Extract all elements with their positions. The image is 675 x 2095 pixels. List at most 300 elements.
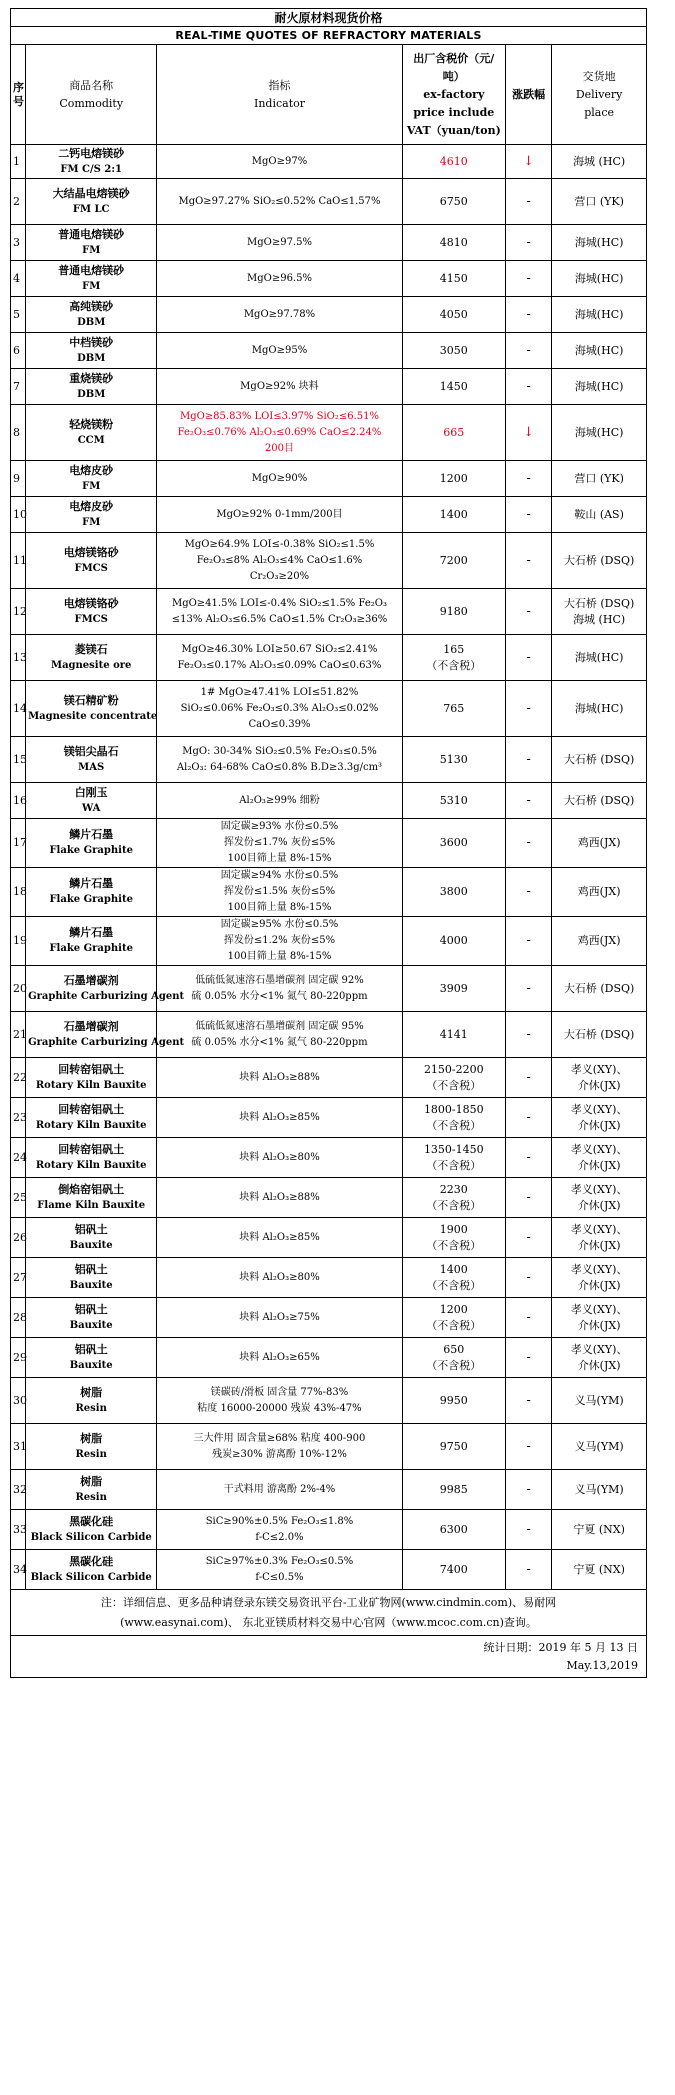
indicator-line: Cr₂O₃≥20% [249, 570, 310, 582]
row-number: 12 [11, 589, 26, 635]
commodity-cn: 铝矾土 [74, 1262, 108, 1276]
commodity-en: FM [82, 280, 101, 292]
row-number: 20 [11, 966, 26, 1012]
price-line: 3600 [439, 836, 468, 849]
footnote [11, 1590, 647, 1636]
commodity-cn: 菱镁石 [74, 642, 108, 656]
commodity-en: Rotary Kiln Bauxite [35, 1119, 147, 1131]
table-row [11, 1338, 647, 1378]
indicator-line: 块料 Al₂O₃≥80% [239, 1271, 320, 1283]
commodity-cell [26, 225, 157, 261]
price-cell [402, 1058, 505, 1098]
table-row [11, 1298, 647, 1338]
commodity-cn: 镁铝尖晶石 [63, 744, 119, 758]
delivery-line: 鸡西(JX) [577, 934, 621, 947]
indicator-cell [157, 917, 402, 966]
row-number: 18 [11, 868, 26, 917]
delivery-line: 孝义(XY)、 [570, 1142, 628, 1156]
change-cell: - [505, 179, 551, 225]
indicator-cell [157, 589, 402, 635]
commodity-en: Magnesite ore [51, 659, 132, 671]
indicator-line: 块料 Al₂O₃≥80% [239, 1151, 320, 1163]
price-cell [402, 1218, 505, 1258]
indicator-line: 块料 Al₂O₃≥65% [239, 1351, 320, 1363]
price-cell [402, 589, 505, 635]
delivery-cell [552, 868, 647, 917]
delivery-line: 孝义(XY)、 [570, 1302, 628, 1316]
price-cell [402, 1510, 505, 1550]
price-cell [402, 1338, 505, 1378]
delivery-line: 介休(JX) [577, 1318, 621, 1332]
commodity-en: WA [82, 802, 101, 814]
delivery-line: 介休(JX) [577, 1078, 621, 1092]
commodity-en: Bauxite [69, 1239, 113, 1251]
indicator-line: MgO≥90% [251, 472, 308, 484]
stat-date [11, 1636, 647, 1678]
price-line: （不含税） [426, 1078, 482, 1092]
table-row [11, 405, 647, 461]
commodity-cell [26, 737, 157, 783]
row-number: 23 [11, 1098, 26, 1138]
commodity-cn: 轻烧镁粉 [69, 417, 114, 431]
price-cell [402, 497, 505, 533]
header-price-line: VAT（yuan/ton) [406, 123, 501, 137]
change-cell: - [505, 783, 551, 819]
price-cell [402, 225, 505, 261]
change-cell: - [505, 737, 551, 783]
price-line: （不含税） [426, 1278, 482, 1292]
price-line: （不含税） [426, 1158, 482, 1172]
price-line: 6750 [439, 194, 468, 208]
price-cell [402, 533, 505, 589]
indicator-cell [157, 405, 402, 461]
row-number: 19 [11, 917, 26, 966]
price-line: 7400 [439, 1562, 468, 1576]
delivery-line: 海城(HC) [574, 307, 624, 321]
commodity-cell [26, 1218, 157, 1258]
price-line: 9180 [439, 604, 468, 618]
price-cell [402, 737, 505, 783]
table-row [11, 783, 647, 819]
change-cell: - [505, 1218, 551, 1258]
delivery-cell [552, 819, 647, 868]
indicator-line: 挥发份≤1.5% 灰份≤5% [223, 886, 336, 897]
price-line: 4000 [439, 934, 468, 947]
header-price [402, 45, 505, 145]
price-line: 2150-2200 [423, 1062, 484, 1076]
commodity-cn: 回转窑铝矾土 [58, 1102, 125, 1116]
indicator-cell [157, 225, 402, 261]
change-cell: - [505, 589, 551, 635]
indicator-cell [157, 1378, 402, 1424]
indicator-cell [157, 1510, 402, 1550]
row-number: 34 [11, 1550, 26, 1590]
indicator-line: MgO≥92% 0-1mm/200目 [216, 508, 343, 520]
row-number: 9 [11, 461, 26, 497]
row-number: 10 [11, 497, 26, 533]
title-en: REAL-TIME QUOTES OF REFRACTORY MATERIALS [11, 27, 647, 45]
commodity-en: DBM [77, 352, 106, 364]
header-price-line: ex-factory [423, 87, 485, 101]
price-cell [402, 966, 505, 1012]
indicator-cell [157, 635, 402, 681]
delivery-cell [552, 497, 647, 533]
table-row [11, 297, 647, 333]
indicator-line: Fe₂O₃≤8% Al₂O₃≤4% CaO≤1.6% [196, 554, 363, 566]
indicator-line: MgO≥85.83% LOI≤3.97% SiO₂≤6.51% [179, 410, 380, 422]
row-number: 21 [11, 1012, 26, 1058]
indicator-line: 低硫低氮速溶石墨增碳剂 固定碳 95% [195, 1020, 364, 1032]
table-row [11, 369, 647, 405]
commodity-cell [26, 179, 157, 225]
commodity-cell [26, 1338, 157, 1378]
commodity-cell [26, 1298, 157, 1338]
indicator-line: 1# MgO≥47.41% LOI≤51.82% [200, 686, 359, 698]
price-cell [402, 783, 505, 819]
row-number: 24 [11, 1138, 26, 1178]
indicator-line: 100目筛上量 8%-15% [227, 853, 332, 864]
commodity-en: Resin [75, 1491, 107, 1503]
price-line: 9750 [439, 1439, 468, 1453]
table-row [11, 1178, 647, 1218]
price-line: 4150 [439, 271, 468, 285]
commodity-cell [26, 589, 157, 635]
price-line: 1900 [439, 1222, 468, 1236]
delivery-cell [552, 1178, 647, 1218]
indicator-line: f-C≤0.5% [255, 1571, 304, 1583]
commodity-cn: 镁石精矿粉 [63, 693, 119, 707]
indicator-line: MgO≥97.78% [243, 308, 316, 320]
change-cell: - [505, 1378, 551, 1424]
commodity-en: Resin [75, 1402, 107, 1414]
indicator-cell [157, 369, 402, 405]
commodity-cell [26, 966, 185, 1012]
price-cell [402, 261, 505, 297]
commodity-en: Bauxite [69, 1359, 113, 1371]
row-number: 14 [11, 681, 26, 737]
commodity-cell [26, 681, 157, 737]
indicator-cell [157, 297, 402, 333]
price-cell [402, 681, 505, 737]
price-cell [402, 405, 505, 461]
delivery-line: 营口 (YK) [574, 194, 624, 208]
table-row [11, 1012, 647, 1058]
delivery-line: 宁夏 (NX) [573, 1522, 625, 1536]
stat-date-en: May.13,2019 [566, 1658, 638, 1672]
delivery-cell [552, 1012, 647, 1058]
row-number: 8 [11, 405, 26, 461]
delivery-line: 介休(JX) [577, 1198, 621, 1212]
price-line: 4050 [439, 307, 468, 321]
row-number: 6 [11, 333, 26, 369]
indicator-line: f-C≤2.0% [255, 1531, 304, 1543]
indicator-line: 镁碳砖/滑板 固含量 77%-83% [210, 1386, 349, 1398]
commodity-cn: 树脂 [80, 1431, 103, 1445]
delivery-cell [552, 966, 647, 1012]
commodity-cell [26, 405, 157, 461]
price-line: （不含税） [426, 1318, 482, 1332]
price-cell [402, 917, 505, 966]
commodity-cell [26, 369, 157, 405]
commodity-cell [26, 1378, 157, 1424]
price-line: 5310 [439, 793, 468, 807]
price-line: 650 [443, 1342, 465, 1356]
indicator-line: 残炭≥30% 游离酚 10%-12% [212, 1448, 347, 1460]
delivery-line: 孝义(XY)、 [570, 1182, 628, 1196]
price-line: 1400 [439, 1262, 468, 1276]
price-line: 165 [443, 642, 465, 656]
commodity-cell [26, 868, 157, 917]
price-line: 765 [443, 701, 465, 715]
price-line: 1350-1450 [423, 1142, 484, 1156]
commodity-en: FMCS [74, 613, 108, 625]
price-line: 4141 [439, 1027, 468, 1041]
indicator-line: 块料 Al₂O₃≥75% [239, 1311, 320, 1323]
price-cell [402, 1138, 505, 1178]
delivery-cell [552, 461, 647, 497]
price-cell [402, 333, 505, 369]
row-number: 30 [11, 1378, 26, 1424]
indicator-line: 固定碳≥95% 水份≤0.5% [220, 919, 339, 930]
commodity-en: FM LC [72, 203, 110, 215]
commodity-en: Black Silicon Carbide [30, 1571, 152, 1583]
indicator-line: MgO≥97.27% SiO₂≤0.52% CaO≤1.57% [178, 195, 381, 207]
commodity-en: MAS [78, 761, 105, 773]
commodity-en: FMCS [74, 562, 108, 574]
header-delivery-en: place [584, 105, 614, 119]
row-number: 32 [11, 1470, 26, 1510]
commodity-en: FM [82, 244, 101, 256]
delivery-line: 介休(JX) [577, 1158, 621, 1172]
indicator-cell [157, 1470, 402, 1510]
commodity-cell [26, 333, 157, 369]
indicator-line: Al₂O₃≥99% 细粉 [239, 794, 320, 806]
delivery-line: 大石桥 (DSQ) [563, 981, 635, 995]
indicator-line: MgO≥64.9% LOI≤-0.38% SiO₂≤1.5% [184, 538, 375, 550]
change-cell: - [505, 1298, 551, 1338]
price-cell [402, 297, 505, 333]
indicator-cell [157, 681, 402, 737]
table-row [11, 1378, 647, 1424]
delivery-cell [552, 1138, 647, 1178]
delivery-cell [552, 1378, 647, 1424]
indicator-line: MgO: 30-34% SiO₂≤0.5% Fe₂O₃≤0.5% [182, 745, 377, 757]
row-number: 27 [11, 1258, 26, 1298]
delivery-cell [552, 145, 647, 179]
commodity-cell [26, 261, 157, 297]
price-line: 3800 [439, 885, 468, 898]
header-commodity [26, 45, 157, 145]
table-row [11, 868, 647, 917]
row-number: 3 [11, 225, 26, 261]
delivery-cell [552, 1098, 647, 1138]
commodity-en: Graphite Carburizing Agent [28, 990, 185, 1002]
indicator-line: MgO≥46.30% LOI≥50.67 SiO₂≤2.41% [181, 643, 378, 655]
commodity-en: Flame Kiln Bauxite [37, 1199, 146, 1211]
indicator-line: 硫 0.05% 水分<1% 氮气 80-220ppm [191, 990, 368, 1002]
commodity-cell [26, 1424, 157, 1470]
header-commodity-en: Commodity [59, 96, 124, 110]
delivery-cell [552, 1298, 647, 1338]
delivery-cell [552, 1510, 647, 1550]
delivery-cell [552, 1338, 647, 1378]
commodity-en: Flake Graphite [49, 943, 133, 954]
delivery-line: 孝义(XY)、 [570, 1262, 628, 1276]
indicator-cell [157, 533, 402, 589]
header-indicator-en: Indicator [253, 96, 305, 110]
change-cell: - [505, 461, 551, 497]
commodity-cell [26, 1550, 157, 1590]
header-commodity-cn: 商品名称 [69, 78, 114, 92]
price-cell [402, 179, 505, 225]
table-row [11, 1470, 647, 1510]
indicator-cell [157, 145, 402, 179]
price-cell [402, 1550, 505, 1590]
price-line: 1200 [439, 1302, 468, 1316]
price-cell [402, 1098, 505, 1138]
change-cell: - [505, 1098, 551, 1138]
price-table [10, 8, 647, 1678]
commodity-cn: 电熔皮砂 [69, 463, 114, 477]
row-number: 25 [11, 1178, 26, 1218]
delivery-line: 海城 (HC) [573, 612, 626, 626]
delivery-line: 海城(HC) [574, 235, 624, 249]
delivery-line: 义马(YM) [574, 1482, 624, 1496]
price-cell [402, 819, 505, 868]
table-row [11, 589, 647, 635]
indicator-line: 粘度 16000-20000 残炭 43%-47% [197, 1402, 362, 1414]
indicator-line: 100目筛上量 8%-15% [227, 951, 332, 962]
price-line: 9950 [439, 1393, 468, 1407]
header-price-line: 出厂含税价（元/ [413, 51, 495, 65]
commodity-cell [26, 533, 157, 589]
change-cell: - [505, 225, 551, 261]
table-row [11, 533, 647, 589]
commodity-cn: 电熔镁铬砂 [63, 545, 119, 559]
indicator-line: Al₂O₃: 64-68% CaO≤0.8% B.D≥3.3g/cm³ [176, 761, 383, 773]
indicator-line: MgO≥97% [251, 155, 308, 167]
indicator-line: 挥发份≤1.7% 灰份≤5% [223, 837, 336, 848]
commodity-cn: 回转窑铝矾土 [58, 1062, 125, 1076]
commodity-cn: 石墨增碳剂 [63, 973, 119, 987]
indicator-line: MgO≥41.5% LOI≤-0.4% SiO₂≤1.5% Fe₂O₃ [171, 597, 388, 609]
change-cell: - [505, 1550, 551, 1590]
delivery-line: 营口 (YK) [574, 471, 624, 485]
change-cell: - [505, 1338, 551, 1378]
row-number: 17 [11, 819, 26, 868]
commodity-cn: 倒焰窑铝矾土 [58, 1182, 125, 1196]
commodity-en: FM [82, 516, 101, 528]
delivery-line: 介休(JX) [577, 1278, 621, 1292]
commodity-en: Bauxite [69, 1319, 113, 1331]
commodity-cell [26, 145, 157, 179]
change-cell: - [505, 966, 551, 1012]
footnote-line: (www.easynai.com)、 东北亚镁质材料交易中心官网（www.mcoc.com.cn)查询。 [120, 1615, 537, 1629]
price-line: 1200 [439, 471, 468, 485]
commodity-cell [26, 1138, 157, 1178]
delivery-cell [552, 1550, 647, 1590]
indicator-line: MgO≥95% [251, 344, 308, 356]
table-row [11, 966, 647, 1012]
indicator-cell [157, 1058, 402, 1098]
delivery-cell [552, 737, 647, 783]
commodity-cn: 鳞片石墨 [69, 877, 114, 890]
indicator-cell [157, 737, 402, 783]
change-cell: - [505, 1424, 551, 1470]
delivery-cell [552, 917, 647, 966]
commodity-cn: 重烧镁砂 [69, 371, 114, 385]
header-indicator-cn: 指标 [268, 78, 291, 92]
change-cell: - [505, 1510, 551, 1550]
table-body [11, 145, 647, 1590]
table-row [11, 1138, 647, 1178]
change-cell: - [505, 297, 551, 333]
change-cell: - [505, 1178, 551, 1218]
indicator-cell [157, 261, 402, 297]
delivery-line: 海城(HC) [574, 701, 624, 715]
price-line: 5130 [439, 752, 468, 766]
delivery-line: 孝义(XY)、 [570, 1342, 628, 1356]
delivery-line: 孝义(XY)、 [570, 1062, 628, 1076]
commodity-en: CCM [77, 434, 105, 446]
delivery-cell [552, 1058, 647, 1098]
table-row [11, 737, 647, 783]
commodity-cn: 树脂 [80, 1385, 103, 1399]
commodity-cell [26, 819, 157, 868]
indicator-cell [157, 1298, 402, 1338]
header-price-line: price include [413, 105, 495, 119]
price-line: 1450 [439, 379, 468, 393]
table-row [11, 917, 647, 966]
commodity-cn: 铝矾土 [74, 1342, 108, 1356]
indicator-cell [157, 1258, 402, 1298]
row-number: 13 [11, 635, 26, 681]
delivery-cell [552, 533, 647, 589]
price-sheet [10, 8, 647, 1678]
price-line: 4810 [439, 235, 468, 249]
change-cell: - [505, 1470, 551, 1510]
row-number: 5 [11, 297, 26, 333]
indicator-line: 低硫低氮速溶石墨增碳剂 固定碳 92% [195, 974, 364, 986]
change-cell: - [505, 497, 551, 533]
indicator-line: MgO≥92% 块料 [240, 380, 319, 392]
change-cell: ↓ [505, 145, 551, 179]
price-cell [402, 868, 505, 917]
change-cell: - [505, 1012, 551, 1058]
indicator-line: 固定碳≥94% 水份≤0.5% [220, 870, 339, 881]
header-indicator [157, 45, 402, 145]
delivery-line: 义马(YM) [574, 1393, 624, 1407]
change-cell: - [505, 868, 551, 917]
change-cell: - [505, 1138, 551, 1178]
commodity-cn: 二钙电熔镁砂 [58, 146, 125, 160]
commodity-cn: 大结晶电熔镁砂 [52, 186, 130, 200]
commodity-cn: 鳞片石墨 [69, 828, 114, 841]
commodity-cn: 白刚玉 [74, 785, 108, 799]
price-cell [402, 1378, 505, 1424]
delivery-cell [552, 369, 647, 405]
indicator-line: 块料 Al₂O₃≥85% [239, 1111, 320, 1123]
price-line: 4610 [439, 154, 468, 168]
delivery-line: 孝义(XY)、 [570, 1222, 628, 1236]
commodity-cell [26, 917, 157, 966]
price-line: 665 [443, 425, 465, 439]
delivery-cell [552, 405, 647, 461]
commodity-en: Flake Graphite [49, 845, 133, 856]
delivery-cell [552, 1424, 647, 1470]
price-cell [402, 1298, 505, 1338]
indicator-line: SiC≥97%±0.3% Fe₂O₃≤0.5% [205, 1555, 354, 1567]
